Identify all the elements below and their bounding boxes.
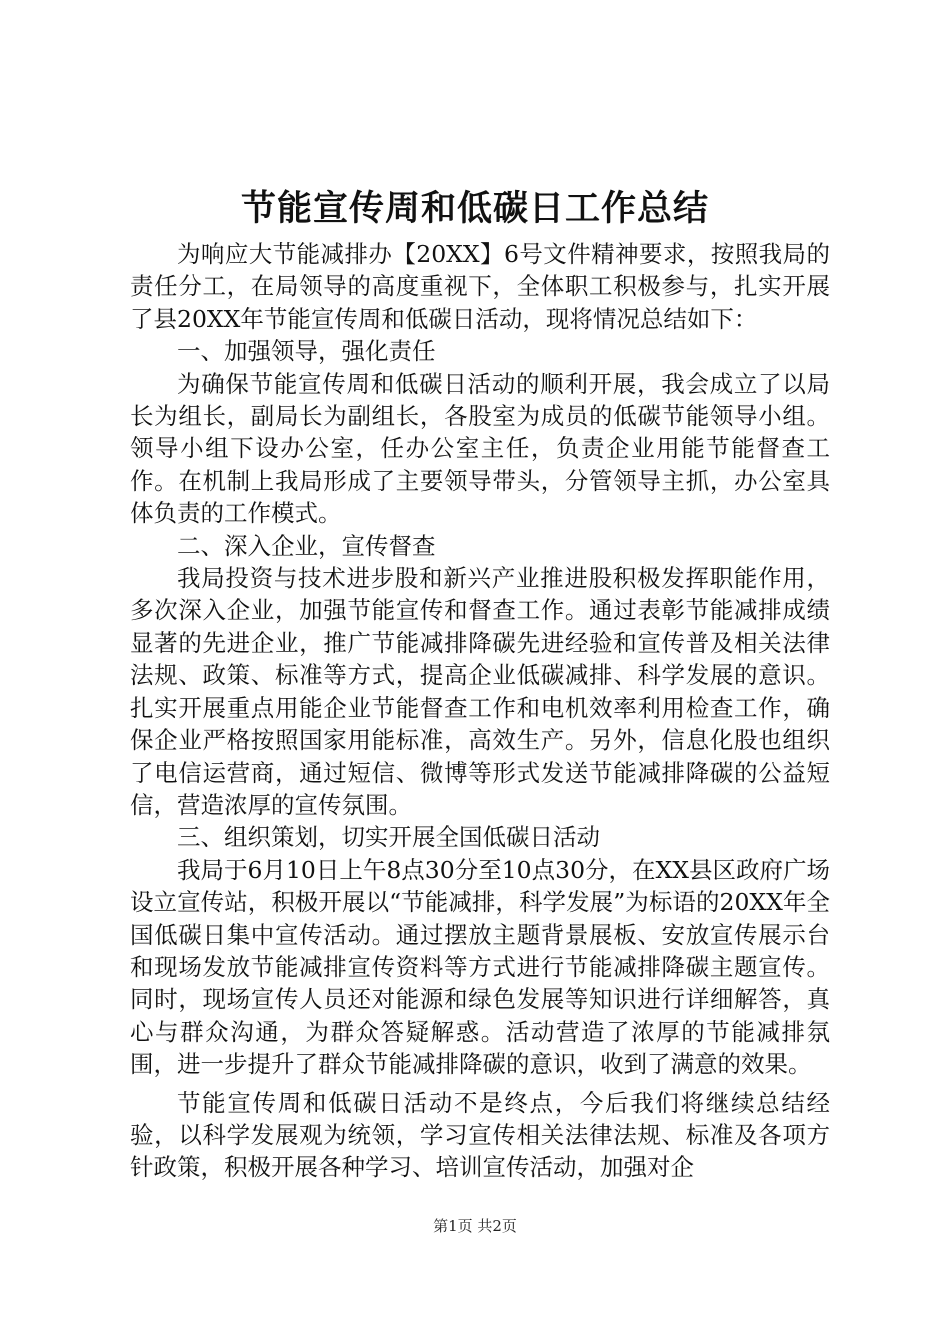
closing-paragraph: 节能宣传周和低碳日活动不是终点，今后我们将继续总结经验，以科学发展观为统领，学习宣传相关法律法规、标准及各项方针政策，积极开展各种学习、培训宣传活动，加强对企 — [130, 1088, 830, 1182]
document-body — [130, 238, 830, 1184]
section-heading-2: 二、深入企业，宣传督查 — [177, 531, 436, 560]
document-title: 节能宣传周和低碳日工作总结 — [240, 188, 709, 229]
page-number-footer: 第1页 共2页 — [433, 1217, 517, 1235]
section-body-3: 我局于6月10日上午8点30分至10点30分，在XX县区政府广场设立宣传站，积极开展以“节能减排，科学发展”为标语的20XX年全国低碳日集中宣传活动。通过摆放主题背景展板、安放宣传展示台和现场发放节能减排宣传资料等方式进行节能减排降碳主题宣传。同时，现场宣传人员还对能源和绿色发展等知识进行详细解答，真心与群众沟通，为群众答疑解惑。活动营造了浓厚的节能减排氛围，进一步提升了群众节能减排降碳的意识，收到了满意的效果。 — [130, 855, 830, 1079]
section-heading-3: 三、组织策划，切实开展全国低碳日活动 — [177, 823, 600, 852]
section-heading-1: 一、加强领导，强化责任 — [177, 337, 436, 366]
section-body-2: 我局投资与技术进步股和新兴产业推进股积极发挥职能作用，多次深入企业，加强节能宣传和督查工作。通过表彰节能减排成绩显著的先进企业，推广节能减排降碳先进经验和宣传普及相关法律法规、政策、标准等方式，提高企业低碳减排、科学发展的意识。扎实开展重点用能企业节能督查工作和电机效率利用检查工作，确保企业严格按照国家用能标准，高效生产。另外，信息化股也组织了电信运营商，通过短信、微博等形式发送节能减排降碳的公益短信，营造浓厚的宣传氛围。 — [130, 564, 830, 819]
section-body-1: 为确保节能宣传周和低碳日活动的顺利开展，我会成立了以局长为组长，副局长为副组长，各股室为成员的低碳节能领导小组。领导小组下设办公室，任办公室主任，负责企业用能节能督查工作。在机制上我局形成了主要领导带头，分管领导主抓，办公室具体负责的工作模式。 — [130, 369, 830, 528]
intro-paragraph: 为响应大节能减排办【20XX】6号文件精神要求，按照我局的责任分工，在局领导的高度重视下，全体职工积极参与，扎实开展了县20XX年节能宣传周和低碳日活动，现将情况总结如下： — [130, 240, 830, 333]
